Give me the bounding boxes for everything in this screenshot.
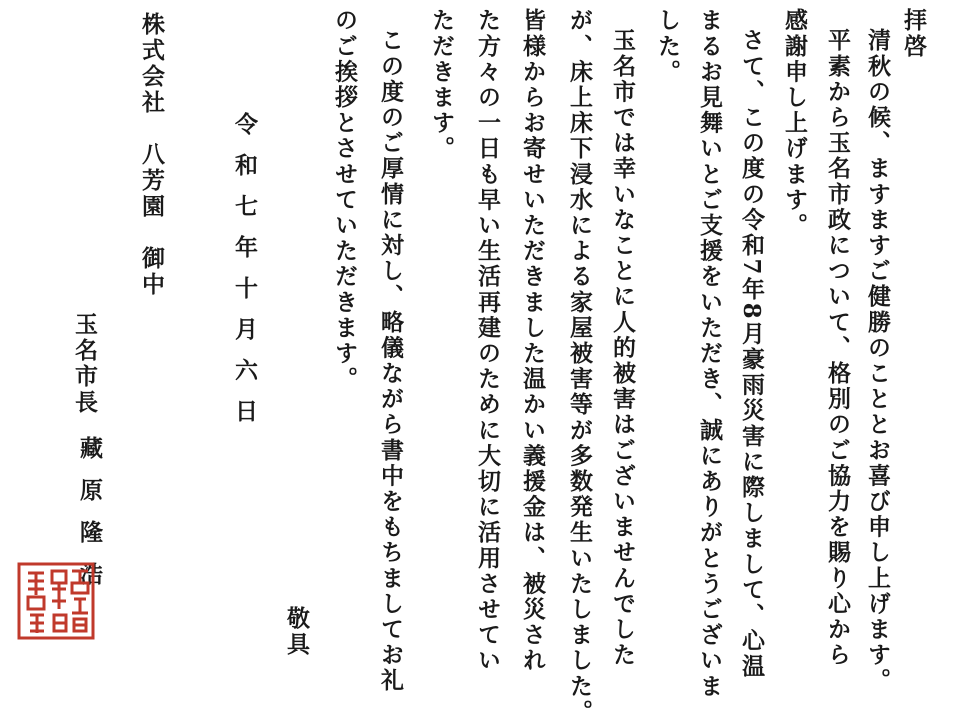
body-line: ただきます。 (428, 8, 455, 162)
closing: 敬具 (283, 606, 310, 658)
body-line: 平素から玉名市政について、格別のご協力を賜り心から (824, 28, 851, 668)
sender-name: 藏原隆浩 (76, 436, 103, 604)
body-line: 清秋の候、ますますご健勝のこととお喜び申し上げます。 (864, 28, 891, 694)
official-seal-stamp (16, 561, 96, 641)
body-line: この度のご厚情に対し、略儀ながら書中をもちましてお礼 (377, 28, 404, 694)
date: 令和七年十月六日 (231, 112, 258, 440)
body-line: のご挨拶とさせていただきます。 (331, 8, 358, 392)
body-line: 玉名市では幸いなことに人的被害はございませんでした (609, 28, 636, 668)
body-line: した。 (654, 8, 681, 85)
body-line: まるお見舞いとご支援をいただき、誠にありがとうございま (696, 8, 723, 700)
addressee: 株式会社 八芳園 御中 (138, 12, 165, 298)
body-line: が、床上床下浸水による家屋被害等が多数発生いたしました。 (566, 8, 593, 725)
body-line: 感謝申し上げます。 (781, 8, 808, 239)
salutation: 拝啓 (900, 8, 927, 60)
body-line: た方々の一日も早い生活再建のために大切に活用させてい (474, 8, 501, 674)
sender-title: 玉名市長 (71, 312, 98, 416)
body-line: 皆様からお寄せいただきました温かい義援金は、被災され (519, 8, 546, 674)
body-line: さて、この度の令和7年8月豪雨災害に際しまして、心温 (738, 28, 765, 680)
